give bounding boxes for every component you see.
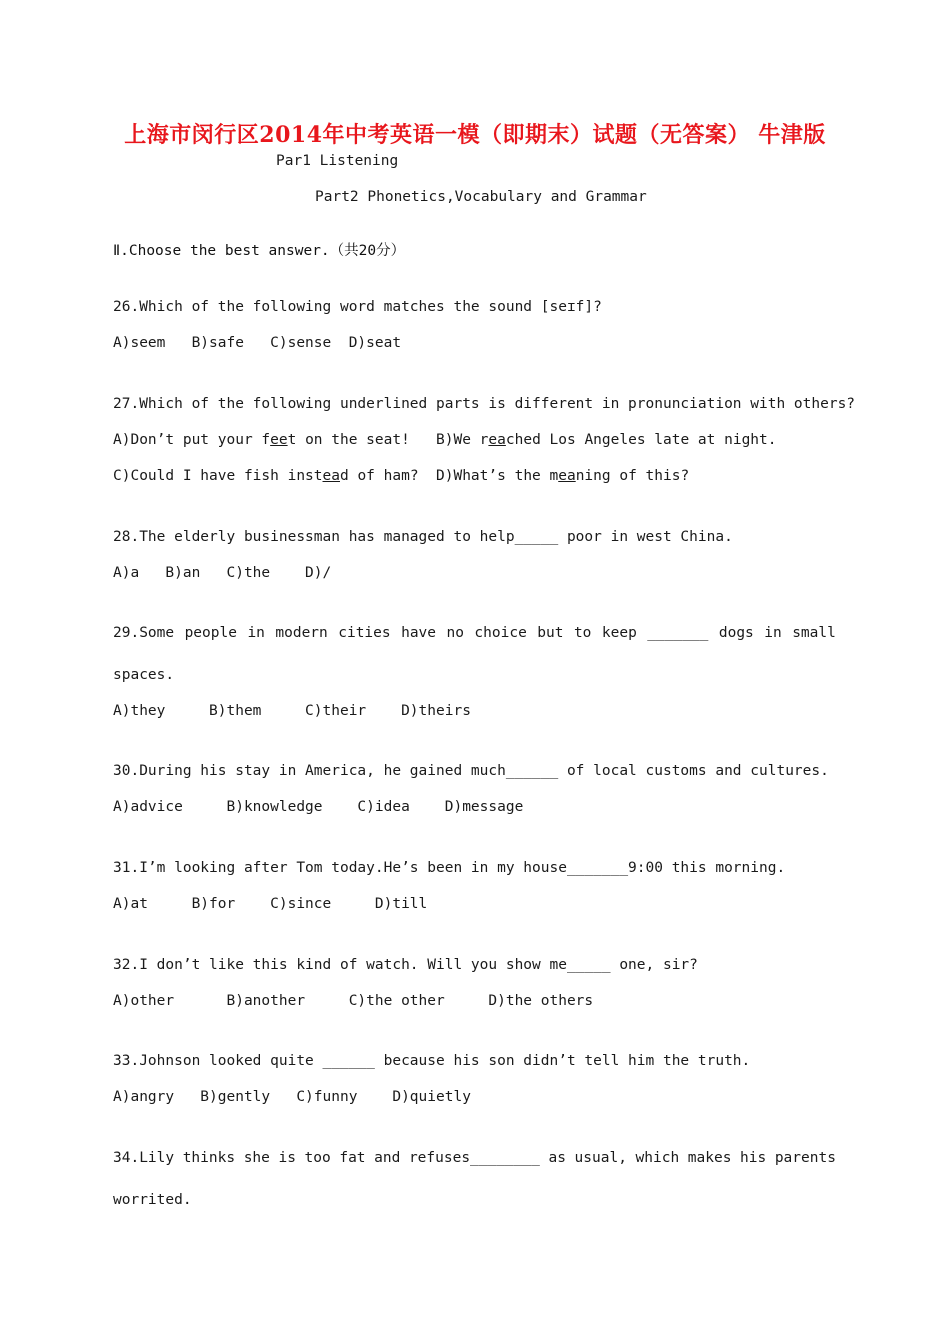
- word: modern: [275, 625, 328, 641]
- word: thinks: [182, 1150, 236, 1166]
- part1-heading: Par1 Listening: [276, 153, 399, 169]
- word: people: [184, 625, 237, 641]
- question-30-stem: 30.During his stay in America, he gained much______ of local customs and cultures.: [113, 763, 829, 779]
- word: 34.Lily: [113, 1150, 175, 1166]
- word: choice: [474, 625, 527, 641]
- question-28-options: A)a B)an C)the D)/: [113, 565, 332, 581]
- word: usual,: [574, 1150, 627, 1166]
- word: which: [635, 1150, 680, 1166]
- word: keep: [601, 625, 637, 641]
- option-c-underlined: ea: [322, 468, 340, 484]
- option-b-text: B)We r: [436, 432, 489, 448]
- answer-blank: refuses________: [408, 1150, 540, 1166]
- option-c-text-rest: d of ham?: [339, 468, 437, 484]
- word: parents: [774, 1150, 836, 1166]
- word: his: [740, 1150, 767, 1166]
- word: fat: [339, 1150, 366, 1166]
- question-34-stem-continued: worrited.: [113, 1192, 192, 1208]
- word: in: [764, 625, 782, 641]
- word: to: [573, 625, 592, 641]
- word: in: [247, 625, 265, 641]
- word: she: [243, 1150, 270, 1166]
- question-27-options-cd: [113, 468, 689, 484]
- word: cities: [338, 625, 391, 641]
- question-27-stem: 27.Which of the following underlined parts is different in pronunciation with others?: [113, 396, 856, 412]
- option-d-text-rest: ning of this?: [575, 468, 690, 484]
- word: too: [304, 1150, 331, 1166]
- question-28-stem: 28.The elderly businessman has managed to help_____ poor in west China.: [113, 529, 733, 545]
- question-32-options: A)other B)another C)the other D)the others: [113, 993, 594, 1009]
- option-b-text-rest: ched Los Angeles late at night.: [505, 432, 777, 448]
- option-b-underlined: ea: [488, 432, 506, 448]
- word: and: [374, 1150, 401, 1166]
- option-a-underlined: ee: [270, 432, 288, 448]
- question-33-options: A)angry B)gently C)funny D)quietly: [113, 1089, 471, 1105]
- word: 29.Some: [113, 625, 175, 641]
- word: small: [792, 625, 836, 641]
- question-29-stem: [113, 625, 836, 641]
- question-29-stem-continued: spaces.: [113, 667, 175, 683]
- document-title: 上海市闵行区2014年中考英语一模（即期末）试题（无答案） 牛津版: [124, 122, 826, 148]
- option-a-text: A)Don’t put your f: [113, 432, 271, 448]
- word: makes: [687, 1150, 732, 1166]
- option-d-underlined: ea: [558, 468, 576, 484]
- option-a-text-rest: t on the seat!: [287, 432, 437, 448]
- part2-heading: Part2 Phonetics,Vocabulary and Grammar: [315, 189, 647, 205]
- word: no: [446, 625, 464, 641]
- question-33-stem: 33.Johnson looked quite ______ because his son didn’t tell him the truth.: [113, 1053, 751, 1069]
- section-heading: Ⅱ.Choose the best answer.（共20分）: [113, 243, 406, 259]
- word: as: [548, 1150, 566, 1166]
- word: have: [401, 625, 437, 641]
- question-26-stem: 26.Which of the following word matches the sound [seɪf]?: [113, 299, 602, 315]
- question-30-options: A)advice B)knowledge C)idea D)message: [113, 799, 524, 815]
- option-d-text: D)What’s the m: [436, 468, 559, 484]
- word: is: [278, 1150, 296, 1166]
- question-29-options: A)they B)them C)their D)theirs: [113, 703, 471, 719]
- option-c-text: C)Could I have fish inst: [113, 468, 323, 484]
- word: but: [537, 625, 564, 641]
- question-26-options: A)seem B)safe C)sense D)seat: [113, 335, 402, 351]
- question-34-stem: [113, 1150, 836, 1166]
- question-32-stem: 32.I don’t like this kind of watch. Will you show me_____ one, sir?: [113, 957, 698, 973]
- answer-blank: _______: [647, 625, 709, 641]
- question-27-options-ab: [113, 432, 777, 448]
- question-31-options: A)at B)for C)since D)till: [113, 896, 428, 912]
- word: dogs: [718, 625, 754, 641]
- question-31-stem: 31.I’m looking after Tom today.He’s been in my house_______9:00 this morning.: [113, 860, 786, 876]
